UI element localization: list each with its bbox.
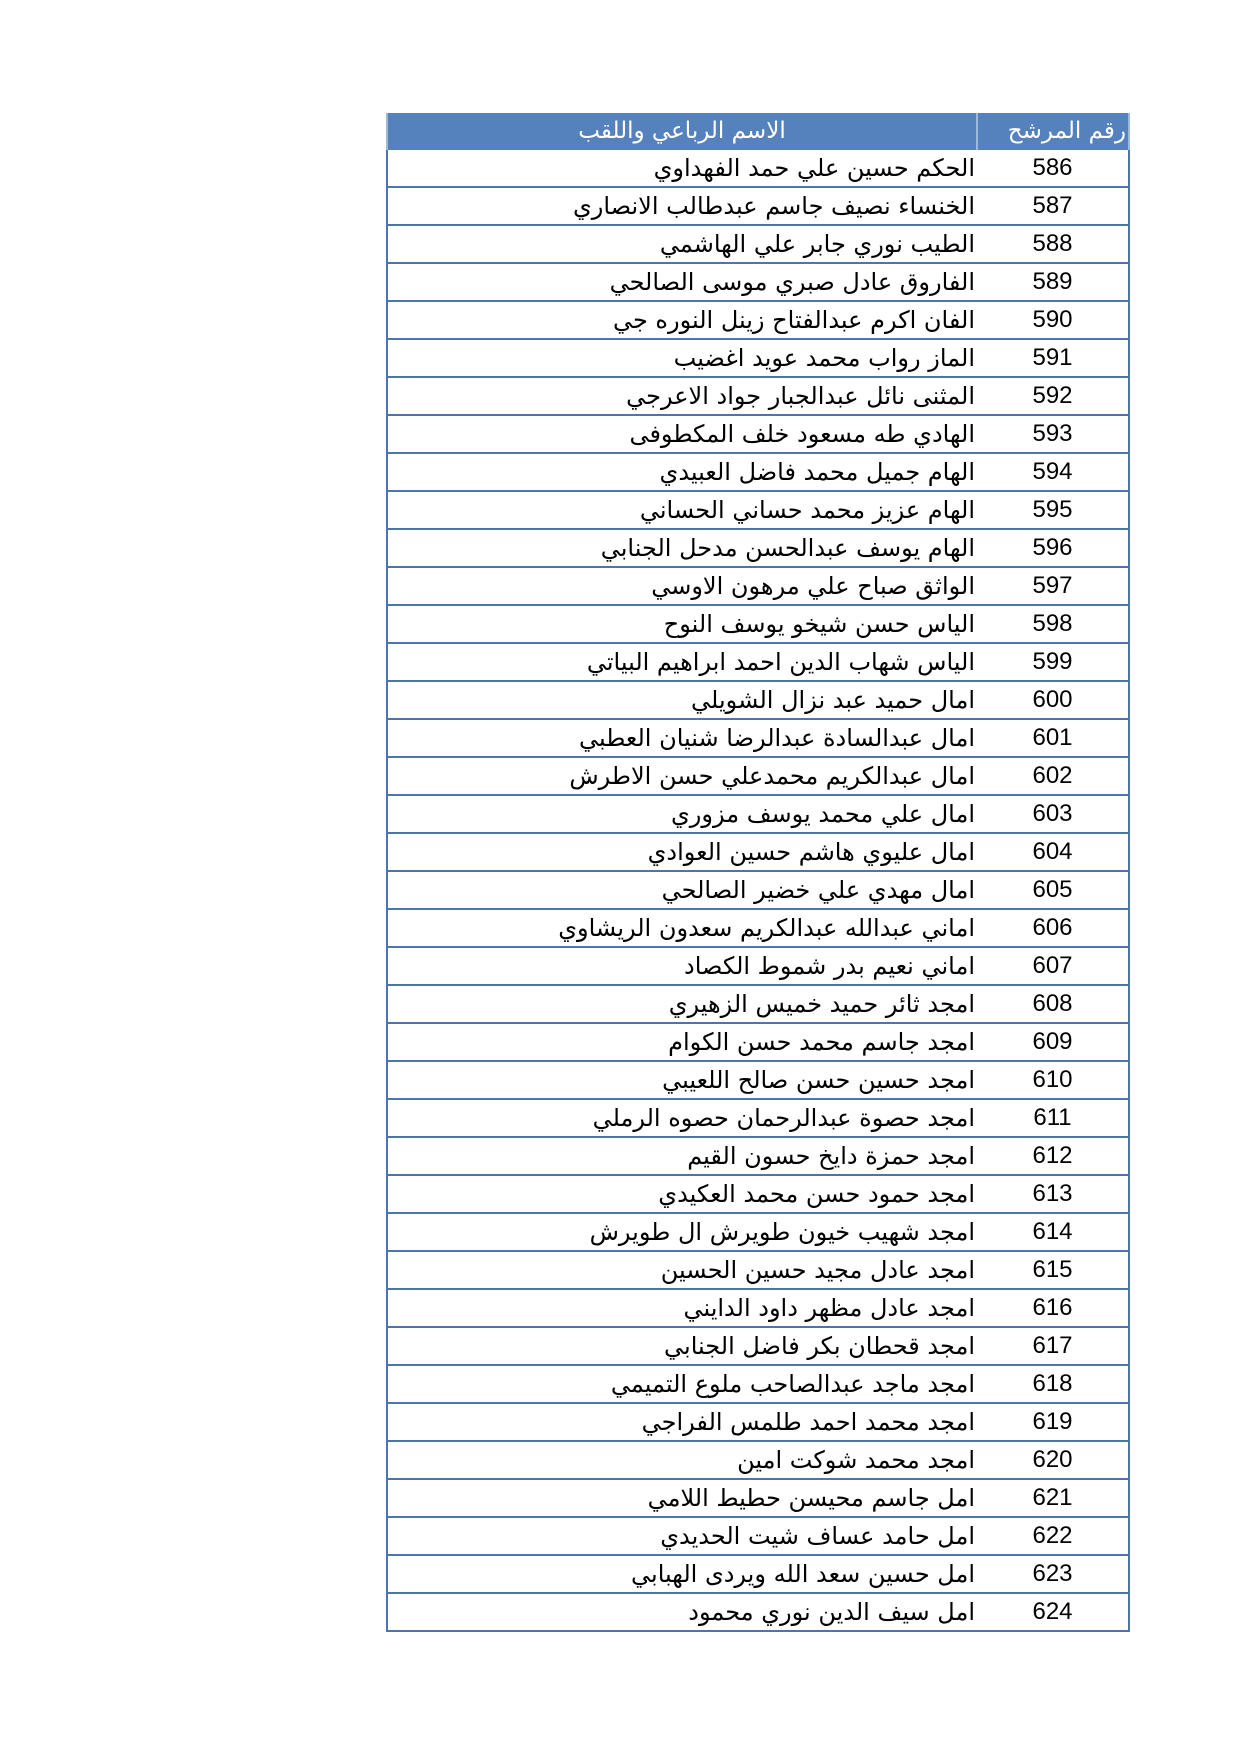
candidate-number-cell: 596 xyxy=(977,529,1129,567)
candidate-name-cell: امجد عادل مظهر داود الدايني xyxy=(387,1289,977,1327)
table-row xyxy=(387,985,1129,1023)
table-row xyxy=(387,1251,1129,1289)
candidate-name-cell: اماني نعيم بدر شموط الكصاد xyxy=(387,947,977,985)
column-header-candidate-number: رقم المرشح xyxy=(977,113,1129,150)
candidate-number-cell: 614 xyxy=(977,1213,1129,1251)
candidate-number-cell: 618 xyxy=(977,1365,1129,1403)
candidate-name-cell: امجد محمد شوكت امين xyxy=(387,1441,977,1479)
candidate-number-cell: 612 xyxy=(977,1137,1129,1175)
table-row xyxy=(387,1555,1129,1593)
candidate-number-cell: 603 xyxy=(977,795,1129,833)
candidate-number-cell: 610 xyxy=(977,1061,1129,1099)
candidate-number-cell: 615 xyxy=(977,1251,1129,1289)
candidate-number-cell: 611 xyxy=(977,1099,1129,1137)
candidate-name-cell: امل سيف الدين نوري محمود xyxy=(387,1593,977,1631)
table-row xyxy=(387,795,1129,833)
table-row xyxy=(387,1517,1129,1555)
table-row xyxy=(387,339,1129,377)
table-row xyxy=(387,757,1129,795)
candidate-name-cell: امل حامد عساف شيت الحديدي xyxy=(387,1517,977,1555)
candidate-name-cell: امال علي محمد يوسف مزوري xyxy=(387,795,977,833)
candidate-table xyxy=(386,113,1130,1632)
candidate-name-cell: اماني عبدالله عبدالكريم سعدون الريشاوي xyxy=(387,909,977,947)
candidate-number-cell: 592 xyxy=(977,377,1129,415)
table-row xyxy=(387,833,1129,871)
table-row xyxy=(387,605,1129,643)
table-row xyxy=(387,529,1129,567)
candidate-number-cell: 605 xyxy=(977,871,1129,909)
candidate-name-cell: الهام عزيز محمد حساني الحساني xyxy=(387,491,977,529)
candidate-name-cell: امجد محمد احمد طلمس الفراجي xyxy=(387,1403,977,1441)
candidate-name-cell: امال عبدالسادة عبدالرضا شنيان العطبي xyxy=(387,719,977,757)
candidate-name-cell: امجد حمود حسن محمد العكيدي xyxy=(387,1175,977,1213)
table-row xyxy=(387,187,1129,225)
candidate-name-cell: امجد جاسم محمد حسن الكوام xyxy=(387,1023,977,1061)
candidate-number-cell: 624 xyxy=(977,1593,1129,1631)
candidate-name-cell: الياس شهاب الدين احمد ابراهيم البياتي xyxy=(387,643,977,681)
candidate-name-cell: الهام جميل محمد فاضل العبيدي xyxy=(387,453,977,491)
table-row xyxy=(387,263,1129,301)
table-row xyxy=(387,377,1129,415)
candidate-name-cell: امال عبدالكريم محمدعلي حسن الاطرش xyxy=(387,757,977,795)
candidate-name-cell: امجد عادل مجيد حسين الحسين xyxy=(387,1251,977,1289)
candidate-number-cell: 601 xyxy=(977,719,1129,757)
candidate-number-cell: 607 xyxy=(977,947,1129,985)
candidate-number-cell: 588 xyxy=(977,225,1129,263)
candidate-number-cell: 621 xyxy=(977,1479,1129,1517)
table-row xyxy=(387,301,1129,339)
candidate-name-cell: امجد حسين حسن صالح اللعيبي xyxy=(387,1061,977,1099)
candidate-name-cell: امجد شهيب خيون طويرش ال طويرش xyxy=(387,1213,977,1251)
table-row xyxy=(387,1099,1129,1137)
table-row xyxy=(387,681,1129,719)
table-row xyxy=(387,1403,1129,1441)
candidate-name-cell: امجد حمزة دايخ حسون القيم xyxy=(387,1137,977,1175)
table-row xyxy=(387,871,1129,909)
candidate-name-cell: الفاروق عادل صبري موسى الصالحي xyxy=(387,263,977,301)
candidate-number-cell: 608 xyxy=(977,985,1129,1023)
candidate-number-cell: 620 xyxy=(977,1441,1129,1479)
candidate-name-cell: امال حميد عبد نزال الشويلي xyxy=(387,681,977,719)
table-row xyxy=(387,643,1129,681)
candidate-number-cell: 606 xyxy=(977,909,1129,947)
table-row xyxy=(387,719,1129,757)
table-body xyxy=(387,150,1129,1631)
column-header-full-name: الاسم الرباعي واللقب xyxy=(387,113,977,150)
table-row xyxy=(387,947,1129,985)
candidate-number-cell: 602 xyxy=(977,757,1129,795)
table-row xyxy=(387,415,1129,453)
candidate-number-cell: 609 xyxy=(977,1023,1129,1061)
table-row xyxy=(387,567,1129,605)
candidate-name-cell: الواثق صباح علي مرهون الاوسي xyxy=(387,567,977,605)
table-header-row xyxy=(387,113,1129,150)
candidate-name-cell: الطيب نوري جابر علي الهاشمي xyxy=(387,225,977,263)
candidate-number-cell: 595 xyxy=(977,491,1129,529)
table-row xyxy=(387,1593,1129,1631)
candidate-number-cell: 600 xyxy=(977,681,1129,719)
table-row xyxy=(387,225,1129,263)
candidate-number-cell: 604 xyxy=(977,833,1129,871)
candidate-name-cell: امجد ثائر حميد خميس الزهيري xyxy=(387,985,977,1023)
table-row xyxy=(387,1137,1129,1175)
table-row xyxy=(387,1365,1129,1403)
candidate-name-cell: الحكم حسين علي حمد الفهداوي xyxy=(387,150,977,187)
table-row xyxy=(387,150,1129,187)
candidate-name-cell: الهام يوسف عبدالحسن مدحل الجنابي xyxy=(387,529,977,567)
candidate-name-cell: امل حسين سعد الله ويردى الهبابي xyxy=(387,1555,977,1593)
candidate-name-cell: امال مهدي علي خضير الصالحي xyxy=(387,871,977,909)
table-row xyxy=(387,1479,1129,1517)
candidate-name-cell: الهادي طه مسعود خلف المكطوفى xyxy=(387,415,977,453)
table-row xyxy=(387,1327,1129,1365)
candidate-name-cell: المثنى نائل عبدالجبار جواد الاعرجي xyxy=(387,377,977,415)
table-row xyxy=(387,909,1129,947)
candidate-number-cell: 587 xyxy=(977,187,1129,225)
candidate-name-cell: امجد حصوة عبدالرحمان حصوه الرملي xyxy=(387,1099,977,1137)
candidate-number-cell: 616 xyxy=(977,1289,1129,1327)
table-row xyxy=(387,1061,1129,1099)
table-row xyxy=(387,1289,1129,1327)
candidate-number-cell: 617 xyxy=(977,1327,1129,1365)
candidate-name-cell: الفان اكرم عبدالفتاح زينل النوره جي xyxy=(387,301,977,339)
table-row xyxy=(387,453,1129,491)
candidate-number-cell: 619 xyxy=(977,1403,1129,1441)
table-row xyxy=(387,1441,1129,1479)
candidate-number-cell: 623 xyxy=(977,1555,1129,1593)
candidate-number-cell: 594 xyxy=(977,453,1129,491)
candidate-name-cell: امجد قحطان بكر فاضل الجنابي xyxy=(387,1327,977,1365)
candidate-name-cell: الياس حسن شيخو يوسف النوح xyxy=(387,605,977,643)
candidate-name-cell: امجد ماجد عبدالصاحب ملوع التميمي xyxy=(387,1365,977,1403)
candidate-number-cell: 593 xyxy=(977,415,1129,453)
candidate-number-cell: 599 xyxy=(977,643,1129,681)
candidate-name-cell: امال عليوي هاشم حسين العوادي xyxy=(387,833,977,871)
candidate-name-cell: الخنساء نصيف جاسم عبدطالب الانصاري xyxy=(387,187,977,225)
candidate-name-cell: الماز رواب محمد عويد اغضيب xyxy=(387,339,977,377)
candidate-number-cell: 613 xyxy=(977,1175,1129,1213)
candidate-name-cell: امل جاسم محيسن حطيط اللامي xyxy=(387,1479,977,1517)
candidate-number-cell: 597 xyxy=(977,567,1129,605)
table-row xyxy=(387,491,1129,529)
candidate-number-cell: 590 xyxy=(977,301,1129,339)
table-row xyxy=(387,1175,1129,1213)
candidate-number-cell: 589 xyxy=(977,263,1129,301)
table-row xyxy=(387,1213,1129,1251)
table-row xyxy=(387,1023,1129,1061)
candidate-number-cell: 598 xyxy=(977,605,1129,643)
candidate-number-cell: 591 xyxy=(977,339,1129,377)
candidate-number-cell: 586 xyxy=(977,150,1129,187)
candidate-number-cell: 622 xyxy=(977,1517,1129,1555)
